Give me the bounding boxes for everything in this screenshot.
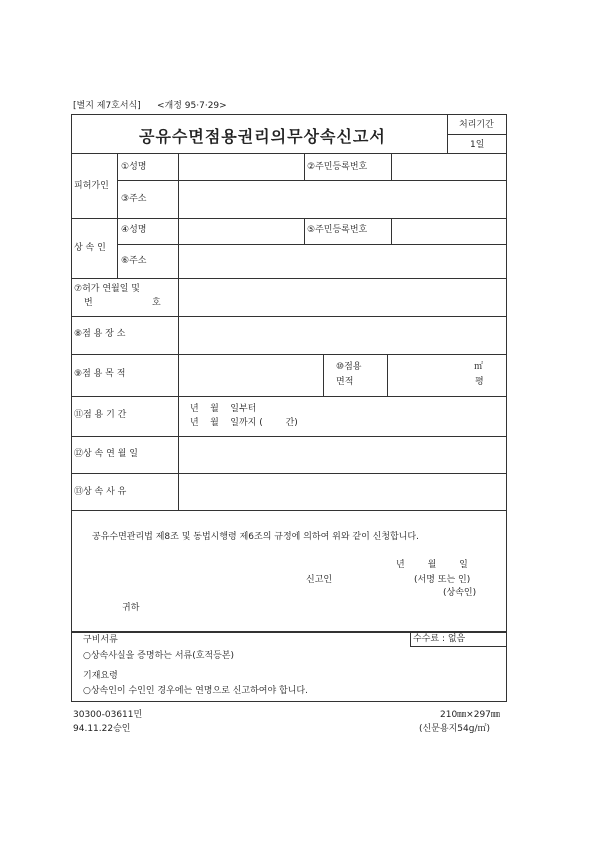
approval-date: 94.11.22승인 [73, 724, 131, 734]
instructions-label: 기재요령 [83, 671, 118, 681]
heir-group-label: 상 속 인 [74, 243, 106, 253]
inherit-reason-field[interactable] [180, 475, 505, 508]
area-label-2: 면적 [336, 377, 354, 387]
decedent-name-field[interactable] [180, 155, 302, 178]
processing-period-label: 처리기간 [459, 120, 494, 130]
purpose-field[interactable] [180, 356, 321, 394]
period-line-to[interactable]: 년 월 일까지 ( 간) [190, 418, 298, 428]
processing-period-value: 1일 [470, 140, 485, 150]
doc-item: ○상속사실을 증명하는 서류(호적등본) [83, 651, 235, 661]
decedent-id-field[interactable] [393, 155, 505, 178]
revision-note: <개정 95·7·29> [157, 101, 227, 111]
instruction-item: ○상속인이 수인인 경우에는 연명으로 신고하여야 합니다. [83, 686, 308, 696]
addressee: 귀하 [122, 603, 140, 613]
heir-id-field[interactable] [393, 220, 505, 242]
decedent-name-label: ①성명 [121, 162, 147, 172]
inherit-reason-label: ⑬상 속 사 유 [74, 487, 127, 497]
location-label: ⑧점 용 장 소 [74, 329, 126, 339]
role-note: (상속인) [443, 588, 477, 598]
signature-note: (서명 또는 인) [414, 575, 471, 585]
decedent-address-label: ③주소 [121, 194, 147, 204]
inherit-date-field[interactable] [180, 438, 505, 471]
period-line-from[interactable]: 년 월 일부터 [190, 404, 257, 414]
declarant-label: 신고인 [306, 575, 333, 585]
heir-address-label: ⑥주소 [121, 256, 147, 266]
paper-size: 210㎜×297㎜ [440, 710, 500, 720]
heir-address-field[interactable] [180, 246, 505, 276]
declaration-statement: 공유수면관리법 제8조 및 동법시행령 제6조의 규정에 의하여 위와 같이 신청합니다. [92, 532, 419, 542]
inherit-date-label: ⑫상 속 연 월 일 [74, 449, 138, 459]
heir-name-field[interactable] [180, 220, 302, 242]
permit-label: ⑦허가 연월일 및 [74, 284, 140, 294]
area-label-1: ⑩점용 [336, 362, 362, 372]
permit-field[interactable] [180, 280, 505, 314]
form-code: 30300-03611민 [73, 710, 143, 720]
docs-label: 구비서류 [83, 635, 118, 645]
heir-id-label: ⑤주민등록번호 [307, 225, 368, 235]
fee-label: 수수료 : 없음 [413, 634, 466, 644]
permit-label-number-b: 호 [152, 298, 161, 308]
area-unit-m2: ㎡ [474, 362, 484, 372]
decedent-group-label: 피허가인 [74, 181, 109, 191]
area-unit-pyeong: 평 [475, 377, 484, 387]
purpose-label: ⑨점 용 목 적 [74, 369, 126, 379]
decedent-id-label: ②주민등록번호 [307, 162, 368, 172]
form-title: 공유수면점용권리의무상속신고서 [139, 127, 386, 146]
period-label: ⑪점 용 기 간 [74, 410, 127, 420]
declaration-date[interactable]: 년 월 일 [396, 560, 468, 570]
heir-name-label: ④성명 [121, 225, 147, 235]
form-number: [별지 제7호서식] [73, 101, 141, 111]
permit-label-number-a: 번 [84, 298, 93, 308]
paper-type: (신문용지54g/㎡) [419, 724, 490, 734]
decedent-address-field[interactable] [180, 182, 505, 216]
location-field[interactable] [180, 318, 505, 352]
